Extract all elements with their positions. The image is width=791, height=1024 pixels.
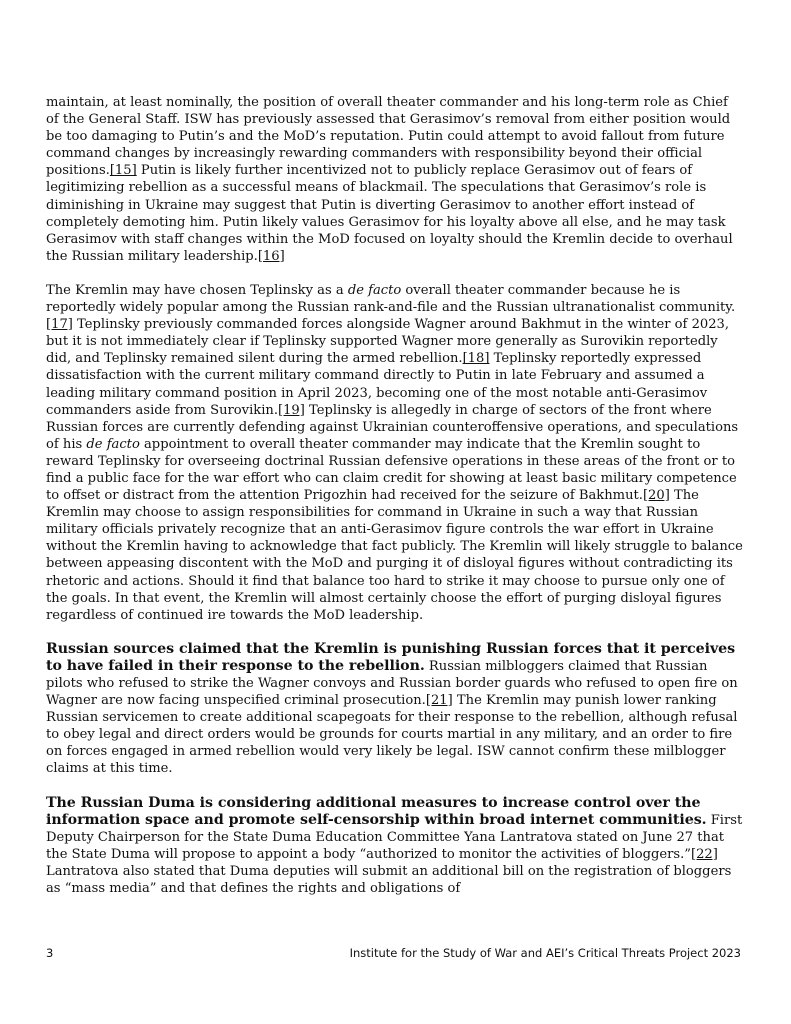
paragraph-text: Putin is likely further incentivized not to publicly replace Gerasimov out of fears of legitimizing rebellion as a successful means of blackmail. The speculations that Gerasimov’s role is diminishing in Ukraine may suggest that Putin is diverting Gerasimov to another effort instead of completely demoting him. Putin likely values Gerasimov for his loyalty above all else, and he may task Gerasimov with staff changes within the MoD focused on loyalty should the Kremlin decide to overhaul the Russian military leadership.	[46, 163, 733, 264]
paragraph	[46, 282, 743, 624]
footnote-link[interactable]: [21]	[425, 693, 453, 709]
footer-organization: Institute for the Study of War and AEI’s Critical Threats Project 2023	[349, 946, 741, 960]
paragraph-text: Teplinsky reportedly expressed dissatisfaction with the current military command directly to Putin in late February and assumed a leading military command position in April 2023, becoming one of the most notable anti-Gerasimov commanders aside from Surovikin.	[46, 351, 708, 418]
paragraph-text: appointment to overall theater commander may indicate that the Kremlin sought to reward Teplinsky for overseeing doctrinal Russian defensive operations in these areas of the front or to find a public face for the war effort who can claim credit for showing at least basic military competence to offset or distract from the attention Prigozhin had received for the seizure of Bakhmut.	[46, 436, 737, 504]
paragraph-lead: Russian sources claimed that the Kremlin is punishing Russian forces that it perceives to have failed in their response to the rebellion.	[46, 640, 736, 674]
footnote-link[interactable]: [20]	[642, 488, 670, 504]
footnote-link[interactable]: [19]	[277, 402, 305, 418]
paragraph-text: Teplinsky previously commanded forces alongside Wagner around Bakhmut in the winter of 2023, but it is not immediately clear if Teplinsky supported Wagner more generally as Surovikin reportedly did, and Teplinsky remained silent during the armed rebellion.	[46, 317, 730, 367]
page-footer	[46, 946, 741, 960]
paragraph-lead: The Russian Duma is considering additional measures to increase control over the information space and promote self-censorship within broad internet communities.	[46, 794, 707, 828]
paragraph-text: Russian milbloggers claimed that Russian pilots who refused to strike the Wagner convoys and Russian border guards who refused to open fire on Wagner are now facing unspecified criminal prosecution.	[46, 658, 738, 709]
paragraph-text: maintain, at least nominally, the position of overall theater commander and his long-term role as Chief of the General Staff. ISW has previously assessed that Gerasimov’s removal from either position would be too damaging to Putin’s and the MoD’s reputation. Putin could attempt to avoid fallout from future command changes by increasingly rewarding commanders with responsibility beyond their official positions.	[46, 95, 731, 179]
paragraph-text: The Kremlin may punish lower ranking Russian servicemen to create additional scapegoats for their response to the rebellion, although refusal to obey legal and direct orders would be grounds for courts martial in any military, and an order to fire on forces engaged in armed rebellion would very likely be legal. ISW cannot confirm these milblogger claims at this time.	[46, 693, 738, 777]
italic-text: de facto	[86, 436, 140, 452]
paragraph	[46, 795, 743, 898]
footnote-link[interactable]: [17]	[46, 317, 73, 333]
document-body	[46, 94, 743, 914]
footnote-link[interactable]: [15]	[109, 163, 137, 179]
footnote-link[interactable]: [22]	[690, 846, 718, 862]
paragraph-text: overall theater commander because he is reportedly widely popular among the Russian rank-and-file and the Russian ultranationalist community.	[46, 282, 736, 316]
paragraph-text: The Kremlin may have chosen Teplinsky as a	[46, 282, 348, 298]
italic-text: de facto	[347, 282, 402, 298]
paragraph-text: The Kremlin may choose to assign responsibilities for command in Ukraine in such a way that Russian military officials privately recognize that an anti-Gerasimov figure controls the war effort in Ukraine without the Kremlin having to acknowledge that fact publicly. The Kremlin will likely struggle to balance between appeasing discontent with the MoD and purging it of disloyal figures without contradicting its rhetoric and actions. Should it find that balance too hard to strike it may choose to pursue only one of the goals. In that event, the Kremlin will almost certainly choose the effort of purging disloyal figures regardless of continued ire towards the MoD leadership.	[46, 488, 743, 623]
footnote-link[interactable]: [18]	[462, 351, 490, 367]
paragraph-text: Teplinsky is allegedly in charge of sectors of the front where Russian forces are currently defending against Ukrainian counteroffensive operations, and speculations of his	[46, 402, 739, 452]
paragraph	[46, 641, 743, 778]
footnote-link[interactable]: [16]	[257, 248, 285, 264]
paragraph-text: Lantratova also stated that Duma deputies will submit an additional bill on the registration of bloggers as “mass media” and that defines the rights and obligations of	[46, 863, 732, 897]
paragraph-text: First Deputy Chairperson for the State Duma Education Committee Yana Lantratova stated on June 27 that the State Duma will propose to appoint a body “authorized to monitor the activities of bloggers.”	[46, 812, 743, 862]
page-number: 3	[46, 946, 54, 960]
paragraph	[46, 94, 743, 265]
